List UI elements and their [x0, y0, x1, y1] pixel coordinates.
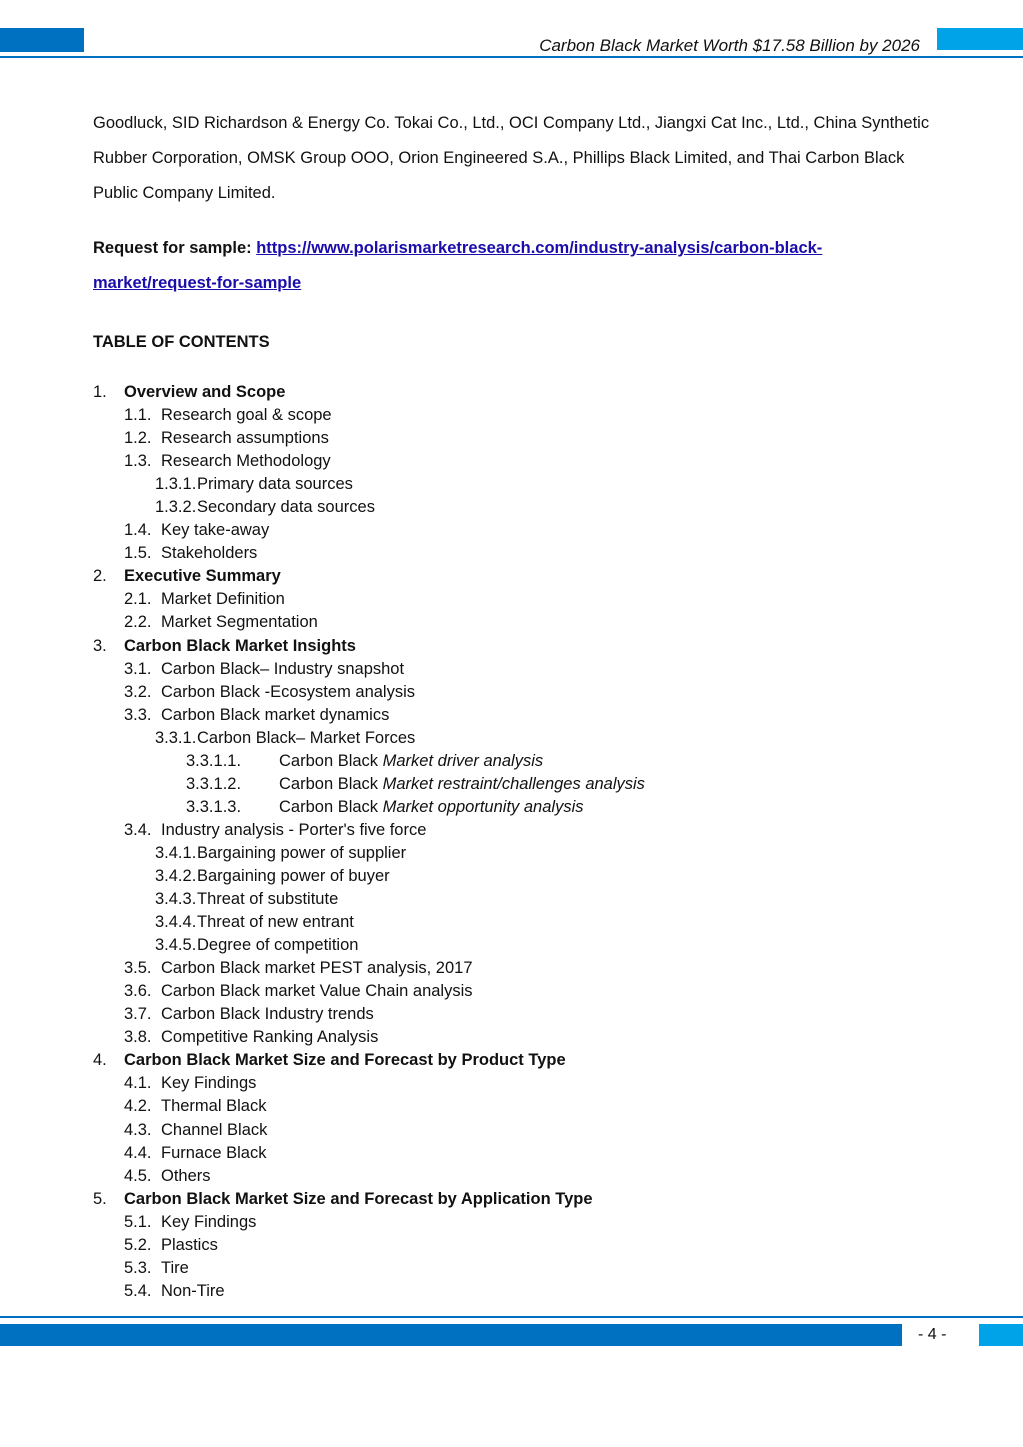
toc-item-label [279, 796, 584, 819]
toc-item-text: Carbon Black– Market Forces [197, 728, 416, 747]
toc-item-number: 5. [93, 1189, 107, 1208]
header-accent-right [937, 28, 1023, 50]
toc-item-number: 3.3.1.2. [186, 774, 242, 793]
toc-item [93, 1280, 893, 1303]
toc-item-label [161, 588, 285, 611]
toc-item-text: Key Findings [161, 1074, 257, 1093]
toc-item [93, 1257, 893, 1280]
page-number: - 4 - [918, 1326, 947, 1343]
toc-item-number: 5.2. [124, 1235, 152, 1254]
toc-item-text: Channel Black [161, 1120, 268, 1139]
toc-item-text: Competitive Ranking Analysis [161, 1028, 379, 1047]
toc-item-text: Furnace Black [161, 1143, 267, 1162]
toc-item-text: Executive Summary [124, 567, 281, 586]
toc-item-label [197, 911, 354, 934]
toc-item-number: 3.4.4. [155, 913, 197, 932]
toc-item [93, 1095, 893, 1118]
toc-item-text: Market Definition [161, 590, 285, 609]
toc-item-text: Bargaining power of supplier [197, 843, 407, 862]
toc-item [93, 565, 893, 588]
toc-item-number: 1.2. [124, 429, 152, 448]
toc-item-label [124, 381, 285, 404]
toc-item-text: Carbon Black market dynamics [161, 705, 390, 724]
toc-item-text: Carbon Black Market Size and Forecast by Product Type [124, 1051, 566, 1070]
header-rule [0, 56, 1023, 58]
toc-item [93, 681, 893, 704]
footer-rule [0, 1316, 1023, 1318]
toc-item [93, 957, 893, 980]
toc-item-label [197, 842, 406, 865]
toc-item [93, 888, 893, 911]
toc-item [93, 704, 893, 727]
toc-item-text: Bargaining power of buyer [197, 866, 390, 885]
toc-item-text: Threat of substitute [197, 890, 339, 909]
toc-item-number: 3.8. [124, 1028, 152, 1047]
toc-item-number: 1.3. [124, 452, 152, 471]
toc-item-number: 1.4. [124, 521, 152, 540]
toc-item-text: Carbon Black [279, 751, 383, 770]
toc-item-text: Key take-away [161, 521, 270, 540]
toc-item-label [161, 542, 257, 565]
toc-item-number: 3.4.1. [155, 843, 197, 862]
toc-item-label [161, 1095, 266, 1118]
table-of-contents [93, 381, 893, 1303]
toc-item-number: 3.7. [124, 1005, 152, 1024]
toc-item-label [161, 427, 329, 450]
toc-item [93, 1049, 893, 1072]
toc-item [93, 911, 893, 934]
toc-item-label [161, 1142, 266, 1165]
toc-item-label [161, 1234, 218, 1257]
toc-item-italic-text: Market restraint/challenges analysis [382, 774, 645, 793]
toc-item [93, 381, 893, 404]
toc-item-number: 4.2. [124, 1097, 152, 1116]
toc-item-label [161, 1211, 256, 1234]
toc-item-text: Carbon Black Market Size and Forecast by Application Type [124, 1189, 593, 1208]
toc-item-label [161, 404, 332, 427]
toc-item [93, 865, 893, 888]
toc-item-number: 1.5. [124, 544, 152, 563]
footer-bar [0, 1324, 902, 1346]
toc-item-number: 5.3. [124, 1258, 152, 1277]
toc-item-label [197, 934, 358, 957]
toc-item-label [124, 565, 281, 588]
toc-item-number: 4. [93, 1051, 107, 1070]
toc-item-label [161, 681, 415, 704]
toc-item-text: Secondary data sources [197, 498, 375, 517]
toc-item-label [161, 519, 269, 542]
toc-item-number: 3.3.1.1. [186, 751, 242, 770]
toc-item-label [161, 1280, 225, 1303]
toc-item-text: Stakeholders [161, 544, 258, 563]
toc-item [93, 1211, 893, 1234]
toc-item-number: 1. [93, 383, 107, 401]
toc-item-text: Carbon Black market PEST analysis, 2017 [161, 959, 473, 978]
toc-item-label [124, 1188, 593, 1211]
toc-item-number: 3.1. [124, 659, 152, 678]
toc-item [93, 1026, 893, 1049]
toc-item [93, 1072, 893, 1095]
footer-accent-right [979, 1324, 1023, 1346]
toc-item-number: 3.3. [124, 705, 152, 724]
toc-item-text: Non-Tire [161, 1281, 225, 1300]
toc-item-number: 3.4.3. [155, 890, 197, 909]
toc-item-text: Thermal Black [161, 1097, 267, 1116]
toc-item [93, 796, 893, 819]
toc-item-label [161, 450, 331, 473]
toc-item-label [197, 888, 338, 911]
toc-item-label [161, 1003, 374, 1026]
toc-item-label [161, 957, 473, 980]
toc-item [93, 980, 893, 1003]
toc-item [93, 404, 893, 427]
toc-item [93, 611, 893, 634]
toc-item-label [124, 635, 356, 658]
request-sample-line [93, 231, 938, 301]
toc-item [93, 519, 893, 542]
toc-item-number: 4.4. [124, 1143, 152, 1162]
toc-item-label [279, 773, 645, 796]
toc-item-label [161, 1165, 211, 1188]
toc-item-text: Research assumptions [161, 429, 329, 448]
toc-item-text: Carbon Black market Value Chain analysis [161, 982, 473, 1001]
toc-item [93, 1119, 893, 1142]
toc-item-text: Carbon Black Market Insights [124, 636, 356, 655]
toc-item-number: 1.1. [124, 406, 152, 425]
toc-item [93, 1188, 893, 1211]
toc-item-text: Overview and Scope [124, 383, 286, 401]
toc-item-number: 5.1. [124, 1212, 152, 1231]
toc-item [93, 819, 893, 842]
request-sample-label: Request for sample: [93, 239, 252, 257]
toc-item-number: 5.4. [124, 1281, 152, 1300]
toc-item [93, 635, 893, 658]
toc-item-number: 3.4.5. [155, 936, 197, 955]
toc-item [93, 450, 893, 473]
toc-item-label [161, 1026, 378, 1049]
toc-item-text: Tire [161, 1258, 189, 1277]
toc-item-number: 3.2. [124, 682, 152, 701]
toc-item-text: Research goal & scope [161, 406, 332, 425]
toc-item-label [161, 1072, 256, 1095]
toc-item-label [279, 750, 543, 773]
toc-item-text: Plastics [161, 1235, 218, 1254]
toc-item-number: 3.4. [124, 820, 152, 839]
toc-item-text: Industry analysis - Porter's five force [161, 820, 427, 839]
toc-item-text: Carbon Black [279, 797, 383, 816]
toc-item-text: Market Segmentation [161, 613, 318, 632]
toc-item-italic-text: Market driver analysis [382, 751, 544, 770]
toc-item-text: Carbon Black Industry trends [161, 1005, 374, 1024]
toc-item-text: Carbon Black -Ecosystem analysis [161, 682, 416, 701]
toc-item [93, 1003, 893, 1026]
toc-item [93, 427, 893, 450]
toc-item-label [161, 980, 473, 1003]
toc-item [93, 727, 893, 750]
toc-item-label [161, 1257, 189, 1280]
toc-item [93, 1234, 893, 1257]
toc-item [93, 750, 893, 773]
toc-item-text: Degree of competition [197, 936, 359, 955]
header-title: Carbon Black Market Worth $17.58 Billion by 2026 [539, 36, 920, 55]
toc-item-number: 3.6. [124, 982, 152, 1001]
toc-item-number: 3.5. [124, 959, 152, 978]
toc-item-text: Key Findings [161, 1212, 257, 1231]
toc-item-label [161, 1119, 267, 1142]
toc-item-label [161, 819, 426, 842]
toc-item [93, 588, 893, 611]
company-list-paragraph [93, 106, 938, 211]
toc-item-label [161, 704, 389, 727]
request-sample-link[interactable]: https://www.polarismarketresearch.com/industry-analysis/carbon-black-market/request-for-sample [93, 239, 823, 292]
toc-item-number: 2. [93, 567, 107, 586]
toc-item-number: 3.3.1. [155, 728, 197, 747]
toc-item [93, 934, 893, 957]
toc-item-text: Primary data sources [197, 475, 353, 494]
toc-item-label [197, 473, 353, 496]
toc-item [93, 496, 893, 519]
toc-item-text: Others [161, 1166, 211, 1185]
toc-item-text: Carbon Black [279, 774, 383, 793]
toc-item [93, 1142, 893, 1165]
toc-item-label [197, 496, 375, 519]
toc-item-text: Research Methodology [161, 452, 331, 471]
toc-item-label [161, 611, 318, 634]
header-accent-left [0, 28, 84, 52]
toc-title: TABLE OF CONTENTS [93, 333, 270, 351]
paragraph-text: Goodluck, SID Richardson & Energy Co. Tokai Co., Ltd., OCI Company Ltd., Jiangxi Cat Inc., Ltd., China Synthetic Rubber Corporation, OMSK Group OOO, Orion Engineered S.A., Phillips Black Limited, and Thai Carbon Black Public Company Limited. [93, 114, 930, 202]
toc-item-number: 1.3.1. [155, 475, 197, 494]
toc-item-text: Threat of new entrant [197, 913, 354, 932]
toc-item [93, 542, 893, 565]
toc-item-number: 4.5. [124, 1166, 152, 1185]
toc-item-number: 2.1. [124, 590, 152, 609]
toc-item [93, 1165, 893, 1188]
toc-item-text: Carbon Black– Industry snapshot [161, 659, 405, 678]
toc-item-number: 4.1. [124, 1074, 152, 1093]
toc-item-number: 3.3.1.3. [186, 797, 242, 816]
toc-item-number: 2.2. [124, 613, 152, 632]
toc-item [93, 842, 893, 865]
toc-item-number: 3. [93, 636, 107, 655]
toc-item-number: 1.3.2. [155, 498, 197, 517]
toc-item-italic-text: Market opportunity analysis [382, 797, 584, 816]
toc-item-label [197, 865, 390, 888]
toc-item-label [161, 658, 404, 681]
toc-item-label [197, 727, 415, 750]
toc-item [93, 473, 893, 496]
toc-item-label [124, 1049, 566, 1072]
toc-item [93, 773, 893, 796]
toc-item-number: 3.4.2. [155, 866, 197, 885]
toc-item-number: 4.3. [124, 1120, 152, 1139]
toc-item [93, 658, 893, 681]
